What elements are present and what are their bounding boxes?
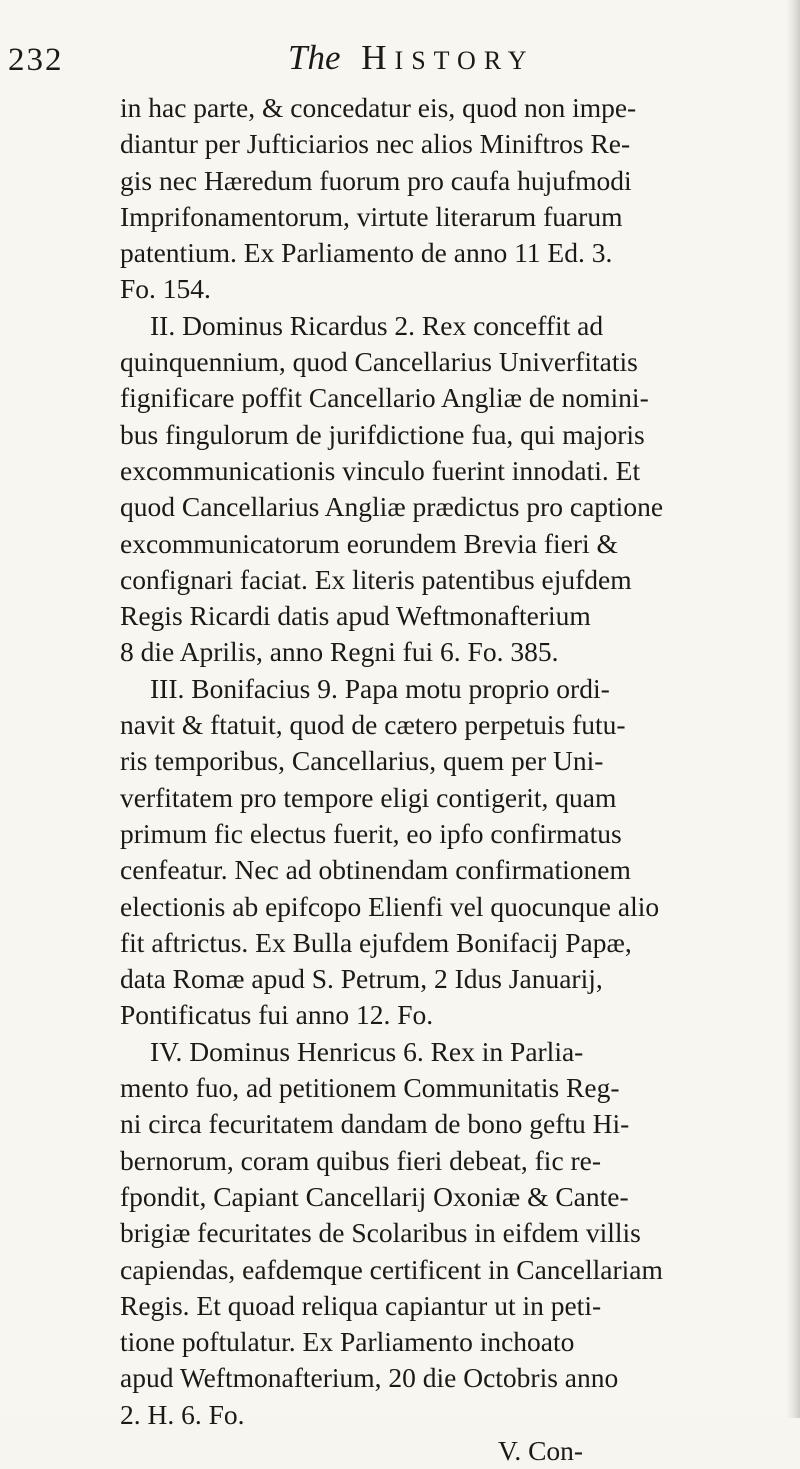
- text-line: gis nec Hæredum fuorum pro caufa hujufmodi: [120, 164, 632, 196]
- catchword: V. Con-: [498, 1434, 584, 1466]
- text-line: patentium. Ex Parliamento de anno 11 Ed. 3.: [120, 237, 613, 269]
- text-line: ris temporibus, Cancellarius, quem per Uni-: [120, 745, 604, 777]
- text-line: ni circa fecuritatem dandam de bono geftu Hi-: [120, 1108, 630, 1140]
- running-title: [288, 38, 535, 78]
- running-title-history-rest: ISTORY: [394, 46, 535, 75]
- text-line: navit & ftatuit, quod de cætero perpetuis futu-: [120, 709, 626, 741]
- text-line: fignificare poffit Cancellario Angliæ de nomini-: [120, 382, 649, 414]
- text-line: Regis. Et quoad reliqua capiantur ut in peti-: [120, 1289, 602, 1321]
- text-line: Pontificatus fui anno 12. Fo.: [120, 999, 434, 1031]
- body-text: [120, 90, 760, 1469]
- section-start-line: III. Bonifacius 9. Papa motu proprio ordi-: [150, 672, 610, 704]
- text-line: bernorum, coram quibus fieri debeat, fic re-: [120, 1144, 602, 1176]
- page-edge-shadow: [786, 0, 800, 1418]
- text-line: apud Weftmonafterium, 20 die Octobris anno: [120, 1362, 619, 1394]
- section-start-line: IV. Dominus Henricus 6. Rex in Parlia-: [150, 1035, 584, 1067]
- text-line: primum fic electus fuerit, eo ipfo confirmatus: [120, 817, 622, 849]
- text-line: electionis ab epifcopo Elienfi vel quocunque alio: [120, 890, 660, 922]
- text-line: diantur per Jufticiarios nec alios Miniftros Re-: [120, 128, 631, 160]
- text-line: in hac parte, & concedatur eis, quod non impe-: [120, 92, 637, 123]
- text-line: 2. H. 6. Fo.: [120, 1398, 245, 1430]
- text-line: Regis Ricardi datis apud Weftmonafterium: [120, 600, 591, 632]
- section-start-line: II. Dominus Ricardus 2. Rex conceffit ad: [150, 309, 604, 341]
- text-line: fpondit, Capiant Cancellarij Oxoniæ & Cante-: [120, 1180, 629, 1212]
- text-line: verfitatem pro tempore eligi contigerit, quam: [120, 781, 617, 813]
- text-line: capiendas, eafdemque certificent in Cancellariam: [120, 1253, 663, 1285]
- text-line: excommunicationis vinculo fuerint innodati. Et: [120, 454, 641, 486]
- running-title-history-initial: H: [361, 38, 395, 77]
- text-line: brigiæ fecuritates de Scolaribus in eifdem villis: [120, 1217, 641, 1249]
- text-line: fit aftrictus. Ex Bulla ejufdem Bonifacij Papæ,: [120, 926, 632, 958]
- running-title-history: [361, 38, 534, 77]
- text-line: mento fuo, ad petitionem Communitatis Reg-: [120, 1072, 620, 1104]
- text-line: quod Cancellarius Angliæ prædictus pro captione: [120, 491, 664, 523]
- text-line: cenfeatur. Nec ad obtinendam confirmationem: [120, 854, 631, 886]
- text-line: Imprifonamentorum, virtute literarum fuarum: [120, 200, 623, 232]
- text-line: quinquennium, quod Cancellarius Univerfitatis: [120, 346, 638, 378]
- text-line: data Romæ apud S. Petrum, 2 Idus Januarij,: [120, 963, 603, 995]
- page-header: [0, 38, 800, 98]
- text-line: confignari faciat. Ex literis patentibus ejufdem: [120, 563, 632, 595]
- text-line: tione poftulatur. Ex Parliamento inchoato: [120, 1326, 575, 1358]
- text-line: Fo. 154.: [120, 273, 211, 305]
- text-line: bus fingulorum de jurifdictione fua, qui majoris: [120, 418, 645, 450]
- text-line: 8 die Aprilis, anno Regni fui 6. Fo. 385.: [120, 636, 559, 668]
- running-title-the: The: [288, 38, 341, 77]
- text-line: excommunicatorum eorundem Brevia fieri &: [120, 527, 618, 559]
- page-number: 232: [8, 42, 64, 78]
